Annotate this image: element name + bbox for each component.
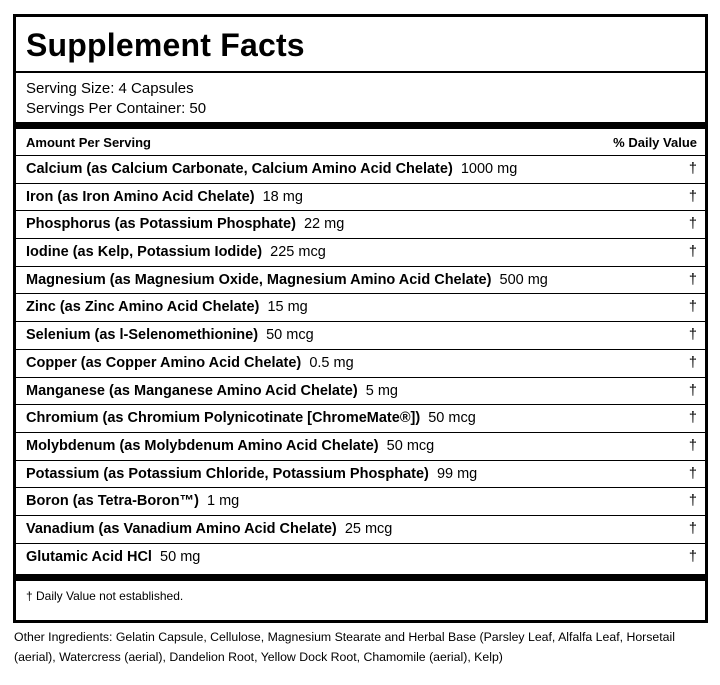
nutrient-name: Glutamic Acid HCl — [26, 548, 152, 565]
daily-value-dagger: † — [688, 161, 697, 177]
nutrient-name-amount — [26, 355, 354, 371]
supplement-facts-panel — [13, 14, 708, 623]
nutrient-name-amount — [26, 466, 477, 482]
nutrient-name: Copper (as Copper Amino Acid Chelate) — [26, 354, 302, 371]
other-ingredients-line: (aerial), Watercress (aerial), Dandelion Root, Yellow Dock Root, Chamomile (aerial), Kelp) — [14, 650, 503, 664]
nutrient-name: Calcium (as Calcium Carbonate, Calcium Amino Acid Chelate) — [26, 161, 453, 177]
nutrient-row — [16, 155, 705, 183]
nutrient-name: Phosphorus (as Potassium Phosphate) — [26, 216, 296, 233]
nutrient-name-amount — [26, 493, 239, 509]
nutrient-row — [16, 210, 705, 238]
panel-title: Supplement Facts — [26, 27, 305, 63]
daily-value-dagger: † — [688, 244, 697, 261]
nutrient-name-amount — [26, 521, 392, 537]
nutrient-row — [16, 349, 705, 377]
daily-value-dagger: † — [688, 382, 697, 399]
nutrient-name-amount — [26, 216, 344, 232]
nutrient-list — [16, 155, 705, 570]
nutrient-name: Molybdenum (as Molybdenum Amino Acid Chelate) — [26, 437, 379, 454]
nutrient-name-amount — [26, 299, 308, 315]
thick-divider — [16, 122, 705, 129]
other-ingredients-line: Other Ingredients: Gelatin Capsule, Cellulose, Magnesium Stearate and Herbal Base (Parsley Leaf, Alfalfa Leaf, Horsetail — [14, 630, 675, 644]
daily-value-dagger: † — [688, 354, 697, 371]
daily-value-dagger: † — [688, 493, 697, 510]
nutrient-name: Manganese (as Manganese Amino Acid Chelate) — [26, 382, 358, 399]
daily-value-dagger: † — [688, 410, 697, 427]
nutrient-name: Iron (as Iron Amino Acid Chelate) — [26, 188, 255, 205]
nutrient-name-amount — [26, 161, 517, 177]
nutrient-amount: 50 mcg — [386, 437, 435, 454]
nutrient-name-amount — [26, 189, 303, 205]
nutrient-row — [16, 183, 705, 211]
nutrient-row — [16, 543, 705, 571]
nutrient-amount: 50 mg — [160, 548, 201, 565]
nutrient-row — [16, 377, 705, 405]
nutrient-row — [16, 293, 705, 321]
nutrient-row — [16, 432, 705, 460]
nutrient-amount: 5 mg — [365, 382, 399, 399]
nutrient-row — [16, 266, 705, 294]
daily-value-dagger: † — [688, 271, 697, 288]
nutrient-name-amount — [26, 438, 434, 454]
nutrient-name: Boron (as Tetra-Boron™) — [26, 493, 199, 510]
daily-value-dagger: † — [688, 216, 697, 233]
nutrient-amount: 225 mcg — [270, 244, 326, 261]
nutrient-row — [16, 238, 705, 266]
nutrient-name-amount — [26, 410, 476, 426]
nutrient-row — [16, 321, 705, 349]
nutrient-name: Potassium (as Potassium Chloride, Potassium Phosphate) — [26, 465, 429, 482]
daily-value-label: % Daily Value — [613, 135, 697, 150]
nutrient-name: Magnesium (as Magnesium Oxide, Magnesium Amino Acid Chelate) — [26, 271, 492, 288]
nutrient-name-amount — [26, 327, 314, 343]
nutrient-row — [16, 404, 705, 432]
nutrient-amount: 22 mg — [303, 216, 345, 233]
serving-info — [26, 79, 206, 119]
nutrient-name: Iodine (as Kelp, Potassium Iodide) — [26, 244, 263, 261]
daily-value-dagger: † — [688, 188, 697, 205]
daily-value-dagger: † — [688, 299, 697, 316]
daily-value-dagger: † — [688, 548, 697, 565]
nutrient-name-amount — [26, 272, 548, 288]
divider — [16, 71, 705, 73]
nutrient-amount: 50 mcg — [428, 410, 476, 427]
nutrient-row — [16, 487, 705, 515]
nutrient-amount: 99 mg — [436, 465, 478, 482]
daily-value-dagger: † — [688, 437, 697, 454]
nutrient-amount: 50 mcg — [266, 327, 314, 344]
serving-size: Serving Size: 4 Capsules — [26, 80, 194, 97]
amount-per-serving-label: Amount Per Serving — [26, 135, 151, 150]
nutrient-name: Zinc (as Zinc Amino Acid Chelate) — [26, 299, 260, 316]
other-ingredients — [14, 627, 714, 667]
nutrient-amount: 1000 mg — [460, 161, 518, 177]
daily-value-dagger: † — [688, 327, 697, 344]
nutrient-amount: 18 mg — [262, 188, 303, 205]
nutrient-row — [16, 460, 705, 488]
daily-value-dagger: † — [688, 520, 697, 537]
nutrient-amount: 25 mcg — [344, 520, 393, 537]
nutrient-name-amount — [26, 383, 398, 399]
nutrient-amount: 500 mg — [499, 271, 548, 288]
nutrient-name: Vanadium (as Vanadium Amino Acid Chelate) — [26, 520, 337, 537]
nutrient-name: Chromium (as Chromium Polynicotinate [ChromeMate®]) — [26, 410, 421, 427]
nutrient-name: Selenium (as l-Selenomethionine) — [26, 327, 259, 344]
nutrient-name-amount — [26, 244, 326, 260]
footnote: † Daily Value not established. — [26, 589, 184, 603]
servings-per-container: Servings Per Container: 50 — [26, 100, 207, 117]
nutrient-amount: 0.5 mg — [309, 354, 354, 371]
nutrient-amount: 1 mg — [207, 493, 240, 510]
nutrient-row — [16, 515, 705, 543]
thick-divider-bottom — [16, 574, 705, 581]
column-header — [26, 131, 697, 157]
nutrient-amount: 15 mg — [267, 299, 308, 316]
nutrient-name-amount — [26, 549, 200, 565]
daily-value-dagger: † — [688, 465, 697, 482]
